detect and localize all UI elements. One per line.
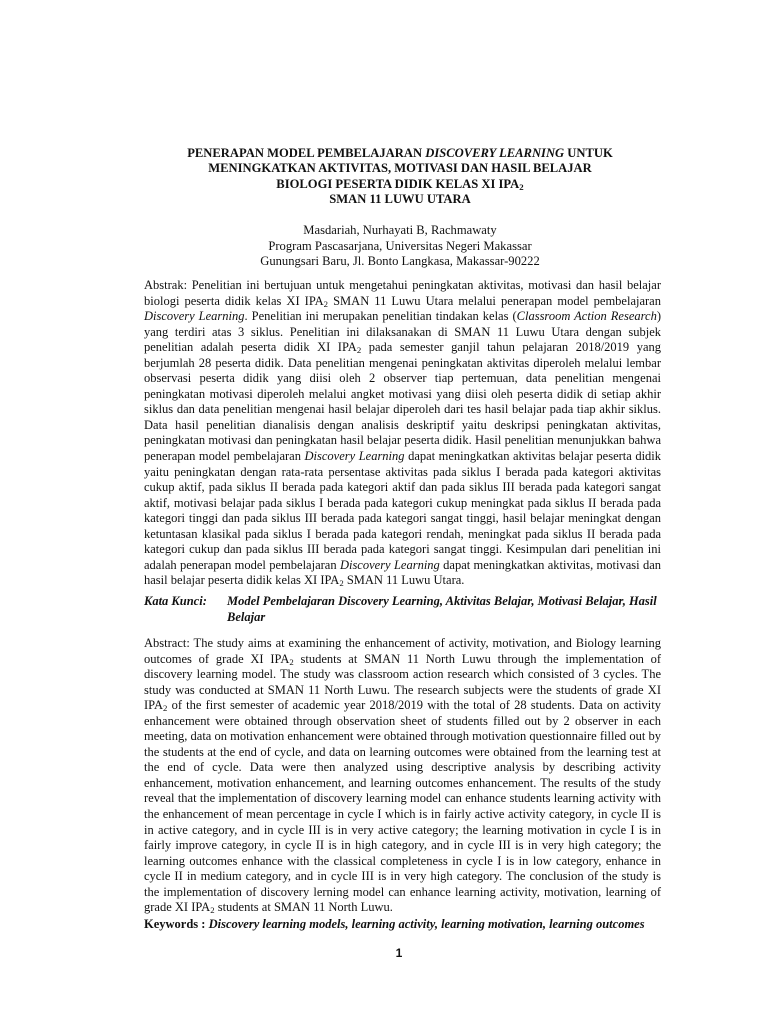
author-block [140, 223, 660, 270]
keywords-label: Keywords : [144, 917, 209, 931]
title-line-2: MENINGKATKAN AKTIVITAS, MOTIVASI DAN HASIL BELAJAR [208, 161, 592, 176]
page-number: 1 [395, 946, 403, 960]
paper-title [140, 146, 660, 208]
kata-kunci-value: Model Pembelajaran Discovery Learning, Aktivitas Belajar, Motivasi Belajar, Hasil Belajar [227, 594, 657, 624]
title-line-4: SMAN 11 LUWU UTARA [329, 192, 471, 207]
author-names: Masdariah, Nurhayati B, Rachmawaty [303, 223, 497, 237]
keywords-value: Discovery learning models, learning activity, learning motivation, learning outcomes [208, 917, 645, 931]
kata-kunci-label: Kata Kunci: [144, 594, 207, 608]
author-address: Gunungsari Baru, Jl. Bonto Langkasa, Makassar-90222 [260, 254, 540, 269]
kata-kunci [144, 594, 661, 625]
keywords [144, 917, 661, 933]
title-line-1: PENERAPAN MODEL PEMBELAJARAN DISCOVERY LEARNING UNTUK [187, 146, 613, 160]
abstract-english: Abstract: The study aims at examining the enhancement of activity, motivation, and Biology learning outcomes of grade XI $IPA_2$ students at SMAN 11 North Luwu through the implementation of discovery learning model. The study was classroom action research which consisted of 3 cycles. The study was conducted at SMAN 11 North Luwu. The research subjects were the students of grade XI $IPA_2$ of the first semester of academic year 2018/2019 with the total of 28 students. Data on activity enhancement were obtained through observation sheet of students filled out by 2 observer in each meeting, data on motivation enhancement were obtained through motivation questionnaire filled out by the students at the end of cycle, and data on learning outcomes were obtained from the learning test at the end of cycle. Data were then analyzed using descriptive analysis by describing activity enhancement, motivation enhancement, and learning outcomes enhancement. The results of the study reveal that the implementation of discovery learning model can enhance students learning activity with the enhancement of mean percentage in cycle I which is in fairly active activity category, in cycle II is in active category, and in cycle III is in very active category; the learning motivation in cycle I is in fairly improve category, in cycle II is in high category, and in cycle III is in very high category; the learning outcomes enhance with the classical completeness in cycle I is in low category, enhance in cycle II in medium category, and in cycle III is in very high category. The conclusion of the study is the implementation of discovery lerning model can enhance learning activity, motivation, learning of grade XI $IPA_2$ students at SMAN 11 North Luwu. [144, 636, 662, 916]
title-line-3: BIOLOGI PESERTA DIDIK KELAS XI $IPA_2$ [276, 176, 524, 193]
abstrak-indonesian: Abstrak: Penelitian ini bertujuan untuk mengetahui peningkatan aktivitas, motivasi dan hasil belajar biologi peserta didik kelas XI $IPA_2$ SMAN 11 Luwu Utara melalui penerapan model pembelajaran Discovery Learning. Penelitian ini merupakan penelitian tindakan kelas (Classroom Action Research) yang terdiri atas 3 siklus. Penelitian ini dilaksanakan di SMAN 11 Luwu Utara dengan subjek penelitian adalah peserta didik XI $IPA_2$ pada semester ganjil tahun pelajaran 2018/2019 yang berjumlah 28 peserta didik. Data penelitian mengenai peningkatan aktivitas diperoleh melalui lembar observasi peserta didik yang diisi oleh 2 observer tiap pertemuan, data penelitian mengenai peningkatan motivasi diperoleh melalui angket motivasi yang diisi oleh peserta didik di setiap akhir siklus dan data penelitian mengenai hasil belajar diperoleh dari tes hasil belajar pada tiap akhir siklus. Data hasil penelitian dianalisis dengan analisis deskriptif yaitu deskripsi peningkatan aktivitas, peningkatan motivasi dan peningkatan hasil belajar peserta didik. Hasil penelitian menunjukkan bahwa penerapan model pembelajaran Discovery Learning dapat meningkatkan aktivitas belajar peserta didik yaitu peningkatan dengan rata-rata persentase aktivitas pada siklus I berada pada kategori aktivitas cukup aktif, pada siklus II berada pada kategori aktif dan pada siklus III berada pada kategori sangat aktif, motivasi belajar pada siklus I berada pada kategori cukup meningkat pada siklus II berada pada kategori tinggi dan pada siklus III berada pada kategori sangat tinggi, hasil belajar meningkat dengan ketuntasan klasikal pada siklus I berada pada kategori rendah, meningkat pada siklus II berada pada kategori cukup dan pada siklus III berada pada kategori sangat tinggi. Kesimpulan dari penelitian ini adalah penerapan model pembelajaran Discovery Learning dapat meningkatkan aktivitas, motivasi dan hasil belajar peserta didik kelas XI $IPA_2$ SMAN 11 Luwu Utara. [144, 278, 662, 589]
author-affiliation: Program Pascasarjana, Universitas Negeri Makassar [268, 238, 532, 253]
